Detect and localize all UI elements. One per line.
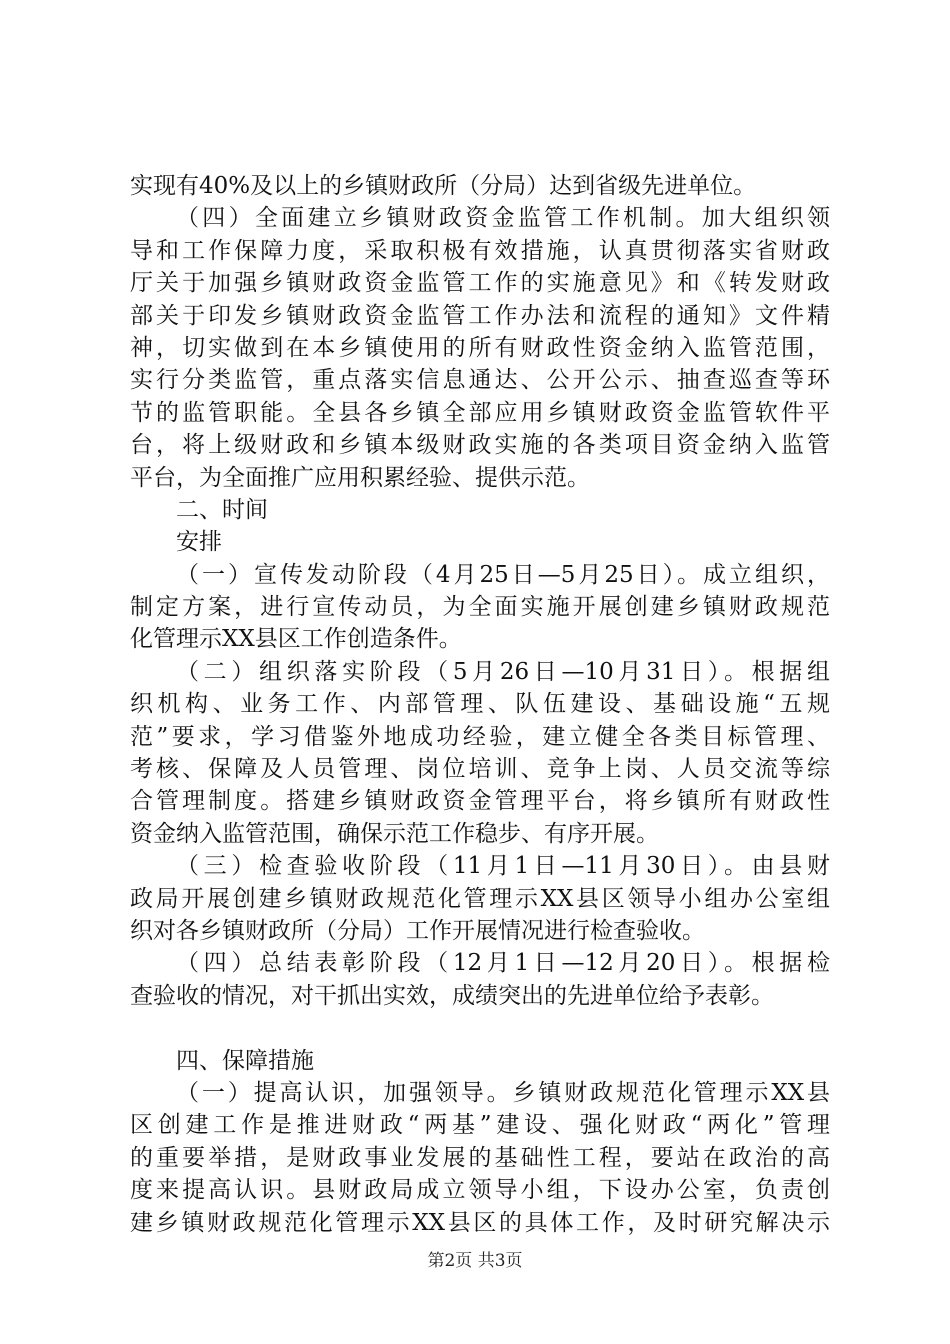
paragraph-line: 范”要求，学习借鉴外地成功经验，建立健全各类目标管理、 bbox=[130, 723, 830, 750]
paragraph-line: 平台，为全面推广应用积累经验、提供示范。 bbox=[130, 464, 590, 491]
paragraph-line: 部关于印发乡镇财政资金监管工作办法和流程的通知》文件精 bbox=[130, 302, 830, 329]
paragraph-line: 厅关于加强乡镇财政资金监管工作的实施意见》和《转发财政 bbox=[130, 270, 830, 297]
paragraph-line: 考核、保障及人员管理、岗位培训、竞争上岗、人员交流等综 bbox=[130, 756, 830, 783]
paragraph-line: （三）检查验收阶段（11月1日—11月30日）。由县财 bbox=[176, 853, 830, 880]
paragraph-line: 区创建工作是推进财政“两基”建设、强化财政“两化”管理 bbox=[130, 1112, 830, 1139]
paragraph-line: （一）宣传发动阶段（4月25日—5月25日）。成立组织， bbox=[176, 561, 830, 588]
paragraph-line: （一）提高认识，加强领导。乡镇财政规范化管理示XX县 bbox=[176, 1079, 830, 1106]
document-body bbox=[130, 170, 830, 1239]
paragraph-line: 织机构、业务工作、内部管理、队伍建设、基础设施“五规 bbox=[130, 691, 830, 718]
page-number-footer: 第2页 共3页 bbox=[427, 1251, 523, 1271]
paragraph-line: 政局开展创建乡镇财政规范化管理示XX县区领导小组办公室组 bbox=[130, 885, 830, 912]
paragraph-line: 实行分类监管，重点落实信息通达、公开公示、抽查巡查等环 bbox=[130, 367, 830, 394]
paragraph-line: 查验收的情况，对干抓出实效，成绩突出的先进单位给予表彰。 bbox=[130, 982, 774, 1009]
paragraph-line: 资金纳入监管范围，确保示范工作稳步、有序开展。 bbox=[130, 820, 659, 847]
paragraph-line: （四）总结表彰阶段（12月1日—12月20日）。根据检 bbox=[176, 950, 830, 977]
paragraph-line: 度来提高认识。县财政局成立领导小组，下设办公室，负责创 bbox=[130, 1177, 830, 1204]
paragraph-line: 织对各乡镇财政所（分局）工作开展情况进行检查验收。 bbox=[130, 917, 705, 944]
paragraph-line: 实现有40%及以上的乡镇财政所（分局）达到省级先进单位。 bbox=[130, 173, 757, 199]
paragraph-line: 神，切实做到在本乡镇使用的所有财政性资金纳入监管范围， bbox=[130, 334, 830, 361]
paragraph-line: 制定方案，进行宣传动员，为全面实施开展创建乡镇财政规范 bbox=[130, 594, 830, 621]
paragraph-line: 的重要举措，是财政事业发展的基础性工程，要站在政治的高 bbox=[130, 1144, 830, 1171]
paragraph-line: 台，将上级财政和乡镇本级财政实施的各类项目资金纳入监管 bbox=[130, 432, 830, 459]
paragraph-line: 节的监管职能。全县各乡镇全部应用乡镇财政资金监管软件平 bbox=[130, 399, 830, 426]
paragraph-line: 导和工作保障力度，采取积极有效措施，认真贯彻落实省财政 bbox=[130, 237, 830, 264]
paragraph-line: 建乡镇财政规范化管理示XX县区的具体工作，及时研究解决示 bbox=[130, 1209, 830, 1236]
paragraph-line: （四）全面建立乡镇财政资金监管工作机制。加大组织领 bbox=[176, 205, 830, 232]
section-heading: 四、保障措施 bbox=[176, 1047, 314, 1074]
blank-line bbox=[130, 1012, 830, 1044]
paragraph-line: 化管理示XX县区工作创造条件。 bbox=[130, 626, 462, 653]
paragraph-line: （二）组织落实阶段（5月26日—10月31日）。根据组 bbox=[176, 658, 830, 685]
section-heading: 安排 bbox=[176, 529, 222, 556]
paragraph-line: 合管理制度。搭建乡镇财政资金管理平台，将乡镇所有财政性 bbox=[130, 788, 830, 815]
section-heading: 二、时间 bbox=[176, 496, 268, 523]
